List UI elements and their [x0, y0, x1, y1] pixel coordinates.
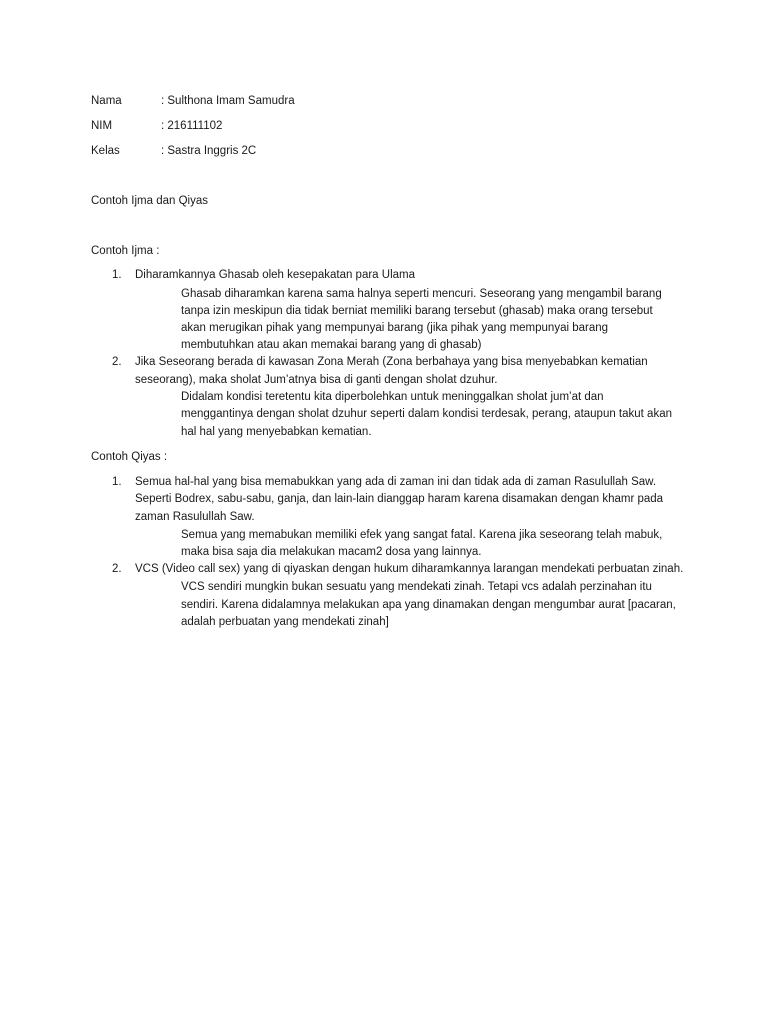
ijma-item-2-number: 2. — [112, 356, 122, 368]
ijma-item-1-explanation-line: membutuhkan atau akan memakai barang yang di ghasab) — [181, 339, 482, 351]
qiyas-item-1-line: Semua hal-hal yang bisa memabukkan yang ada di zaman ini dan tidak ada di zaman Rasulullah Saw. — [135, 476, 657, 488]
name-value: : Sulthona Imam Samudra — [161, 95, 295, 107]
ijma-item-2-explanation-line: hal hal yang menyebabkan kematian. — [181, 426, 372, 438]
nim-value: : 216111102 — [161, 120, 223, 132]
qiyas-item-1-explanation-line: Semua yang memabukan memiliki efek yang sangat fatal. Karena jika seseorang telah mabuk, — [181, 529, 663, 541]
ijma-item-2-explanation-line: menggantinya dengan sholat dzuhur seperti dalam kondisi terdesak, perang, ataupun takut akan — [181, 408, 672, 420]
qiyas-item-1-number: 1. — [112, 476, 122, 488]
ijma-heading: Contoh Ijma : — [91, 245, 160, 257]
nim-label: NIM — [91, 120, 113, 132]
ijma-item-2-explanation-line: Didalam kondisi teretentu kita diperbolehkan untuk meninggalkan sholat jum’at dan — [181, 391, 604, 403]
class-value: : Sastra Inggris 2C — [161, 145, 257, 157]
class-label: Kelas — [91, 145, 120, 157]
qiyas-item-2-explanation-line: VCS sendiri mungkin bukan sesuatu yang mendekati zinah. Tetapi vcs adalah perzinahan itu — [181, 581, 652, 593]
qiyas-item-2-line: VCS (Video call sex) yang di qiyaskan dengan hukum diharamkannya larangan mendekati perbuatan zinah. — [135, 563, 684, 575]
ijma-item-1-explanation-line: akan merugikan pihak yang mempunyai barang (jika pihak yang mempunyai barang — [181, 322, 609, 334]
qiyas-item-1-line: zaman Rasulullah Saw. — [135, 511, 255, 523]
qiyas-item-2-number: 2. — [112, 563, 122, 575]
ijma-item-1-explanation-line: Ghasab diharamkan karena sama halnya seperti mencuri. Seseorang yang mengambil barang — [181, 288, 662, 300]
qiyas-item-1-explanation-line: maka bisa saja dia melakukan macam2 dosa yang lainnya. — [181, 546, 482, 558]
ijma-item-1-line: Diharamkannya Ghasab oleh kesepakatan para Ulama — [135, 269, 415, 281]
ijma-item-1-number: 1. — [112, 269, 122, 281]
qiyas-item-1-line: Seperti Bodrex, sabu-sabu, ganja, dan lain-lain dianggap haram karena disamakan dengan khamr pada — [135, 493, 664, 505]
document-title: Contoh Ijma dan Qiyas — [91, 195, 208, 207]
ijma-item-2-line: Jika Seseorang berada di kawasan Zona Merah (Zona berbahaya yang bisa menyebabkan kematian — [135, 356, 648, 368]
ijma-item-2-line: seseorang), maka sholat Jum’atnya bisa di ganti dengan sholat dzuhur. — [135, 374, 498, 386]
qiyas-heading: Contoh Qiyas : — [91, 451, 168, 463]
name-label: Nama — [91, 95, 122, 107]
ijma-item-1-explanation-line: tanpa izin meskipun dia tidak berniat memiliki barang tersebut (ghasab) maka orang tersebut — [181, 305, 653, 317]
qiyas-item-2-explanation-line: sendiri. Karena didalamnya melakukan apa yang dinamakan dengan mengumbar aurat [pacaran, — [181, 599, 676, 611]
qiyas-item-2-explanation-line: adalah perbuatan yang mendekati zinah] — [181, 616, 389, 628]
